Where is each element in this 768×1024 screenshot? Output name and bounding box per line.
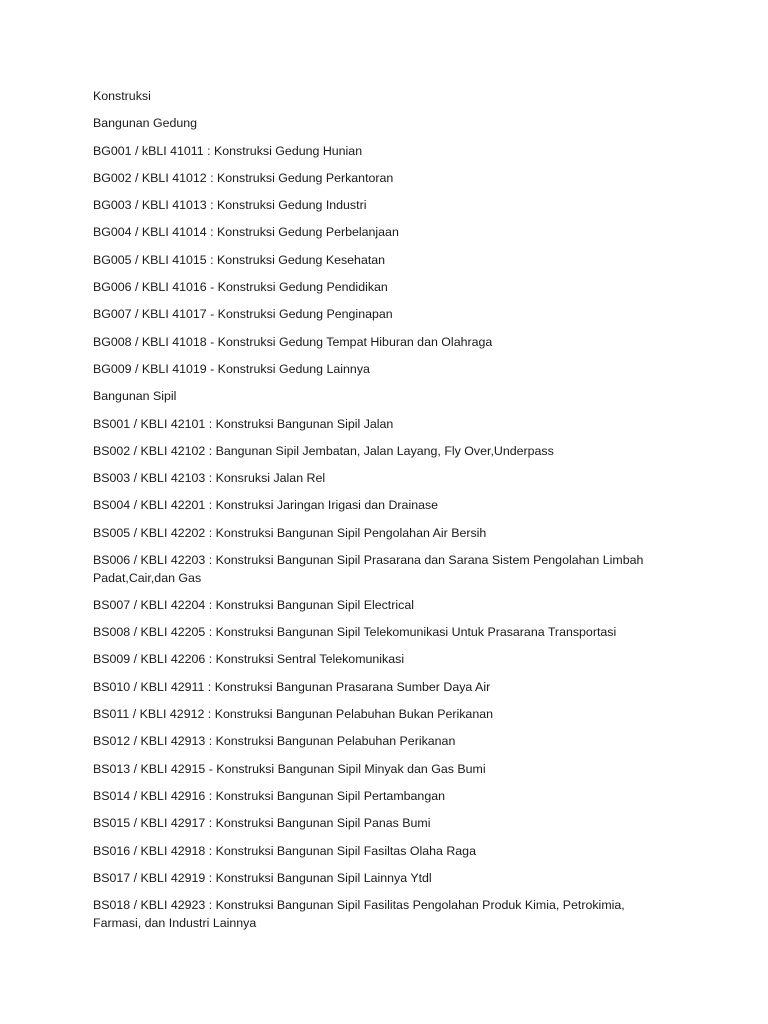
list-item: BG006 / KBLI 41016 - Konstruksi Gedung Pendidikan [93, 280, 388, 295]
list-item: BS016 / KBLI 42918 : Konstruksi Bangunan Sipil Fasiltas Olaha Raga [93, 843, 476, 858]
section-heading-bangunan-sipil: Bangunan Sipil [93, 389, 177, 404]
list-item: BS003 / KBLI 42103 : Konsruksi Jalan Rel [93, 471, 326, 486]
section-heading-bangunan-gedung: Bangunan Gedung [93, 116, 198, 131]
list-item: BS007 / KBLI 42204 : Konstruksi Bangunan Sipil Electrical [93, 597, 414, 612]
list-item: BS008 / KBLI 42205 : Konstruksi Bangunan Sipil Telekomunikasi Untuk Prasarana Transportasi [93, 625, 617, 640]
list-item: BS005 / KBLI 42202 : Konstruksi Bangunan Sipil Pengolahan Air Bersih [93, 525, 487, 540]
list-item: BS011 / KBLI 42912 : Konstruksi Bangunan Pelabuhan Bukan Perikanan [93, 707, 493, 722]
list-item: BS002 / KBLI 42102 : Bangunan Sipil Jembatan, Jalan Layang, Fly Over,Underpass [93, 443, 554, 458]
document-page [93, 88, 673, 942]
list-item: BS017 / KBLI 42919 : Konstruksi Bangunan Sipil Lainnya Ytdl [93, 870, 432, 885]
list-item: BS013 / KBLI 42915 - Konstruksi Bangunan Sipil Minyak dan Gas Bumi [93, 761, 486, 776]
list-item: BS015 / KBLI 42917 : Konstruksi Bangunan Sipil Panas Bumi [93, 816, 431, 831]
list-item: BG003 / KBLI 41013 : Konstruksi Gedung Industri [93, 198, 367, 213]
list-item: BS014 / KBLI 42916 : Konstruksi Bangunan Sipil Pertambangan [93, 788, 445, 803]
list-item: BG009 / KBLI 41019 - Konstruksi Gedung Lainnya [93, 361, 370, 376]
list-item: BG008 / KBLI 41018 - Konstruksi Gedung Tempat Hiburan dan Olahraga [93, 334, 493, 349]
list-item: BS018 / KBLI 42923 : Konstruksi Bangunan Sipil Fasilitas Pengolahan Produk Kimia, Petrokimia, Farmasi, dan Industri Lainnya [93, 898, 625, 930]
list-item: BG005 / KBLI 41015 : Konstruksi Gedung Kesehatan [93, 252, 386, 267]
list-item: BG002 / KBLI 41012 : Konstruksi Gedung Perkantoran [93, 170, 394, 185]
list-item: BS009 / KBLI 42206 : Konstruksi Sentral Telekomunikasi [93, 652, 405, 667]
list-item: BS012 / KBLI 42913 : Konstruksi Bangunan Pelabuhan Perikanan [93, 734, 456, 749]
list-item: BS004 / KBLI 42201 : Konstruksi Jaringan Irigasi dan Drainase [93, 498, 439, 513]
document-heading: Konstruksi [93, 89, 151, 103]
list-item: BG007 / KBLI 41017 - Konstruksi Gedung Penginapan [93, 307, 393, 322]
list-item: BS010 / KBLI 42911 : Konstruksi Bangunan Prasarana Sumber Daya Air [93, 679, 491, 694]
list-item: BG001 / kBLI 41011 : Konstruksi Gedung Hunian [93, 143, 363, 158]
list-item: BS001 / KBLI 42101 : Konstruksi Bangunan Sipil Jalan [93, 416, 394, 431]
list-item: BS006 / KBLI 42203 : Konstruksi Bangunan Sipil Prasarana dan Sarana Sistem Pengolahan Limbah Padat,Cair,dan Gas [93, 553, 644, 585]
list-item: BG004 / KBLI 41014 : Konstruksi Gedung Perbelanjaan [93, 225, 399, 240]
